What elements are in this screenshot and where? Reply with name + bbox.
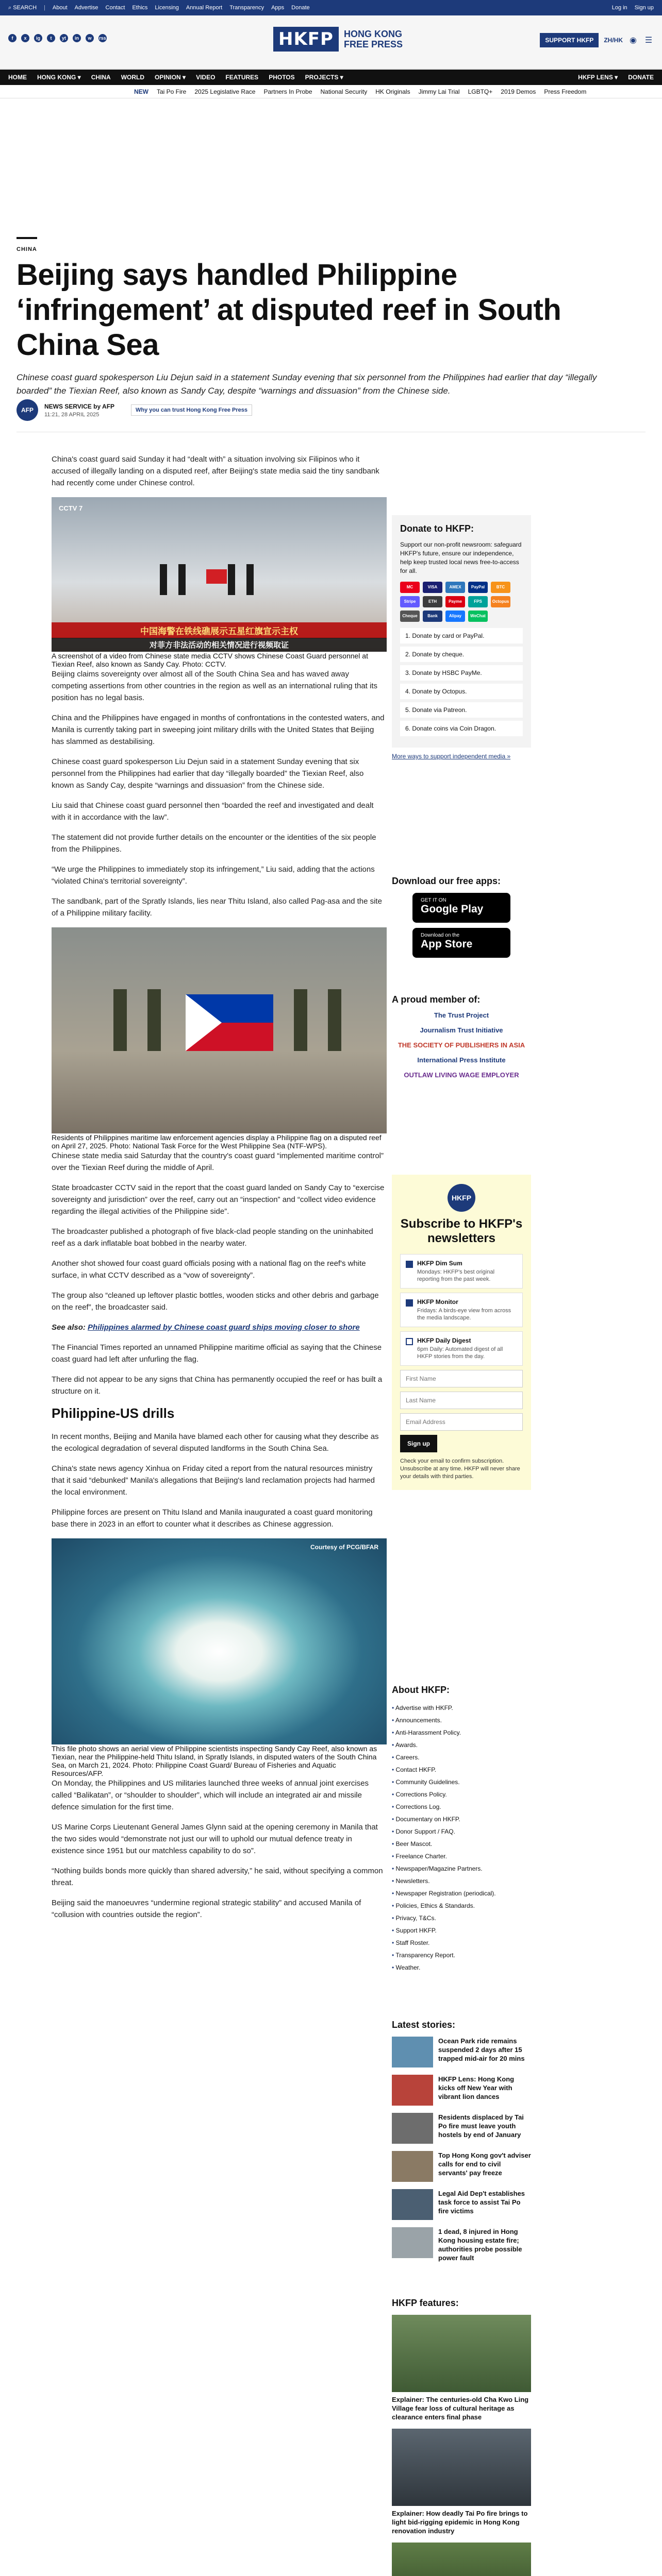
trending-item[interactable]: 2025 Legislative Race — [194, 88, 256, 95]
paragraph: “Nothing builds bonds more quickly than shared adversity,” he said, without specifying a common threat. — [52, 1867, 383, 1887]
article-title: Beijing says handled Philippine ‘infringement’ at disputed reef in South China Sea — [16, 258, 561, 362]
ipi-logo[interactable]: International Press Institute — [417, 1056, 506, 1064]
nav-video[interactable]: VIDEO — [196, 74, 216, 81]
jti-logo[interactable]: Journalism Trust Initiative — [420, 1026, 503, 1034]
donate-option[interactable]: 5. Donate via Patreon. — [400, 702, 523, 718]
figure-caption: This file photo shows an aerial view of Philippine scientists inspecting Sandy Cay Reef, also known as Tiexian, near the Philippine-held Thitu Island, in Spratly Islands, in disputed waters of the South China Sea, on March 21, 2024. Photo: Philippine Coast Guard/ Bureau of Fisheries and Aquatic Resources/AFP. — [52, 1744, 377, 1777]
trust-button[interactable]: Why you can trust Hong Kong Free Press — [131, 404, 252, 416]
story-title[interactable]: Top Hong Kong gov't adviser calls for end to civil servants' pay freeze — [438, 2151, 531, 2177]
store-name: App Store — [421, 938, 473, 950]
about-link[interactable]: • Beer Mascot. — [392, 1838, 531, 1850]
people-figures — [160, 564, 254, 595]
paragraph: The broadcaster published a photograph of five black-clad people standing on the uninhabited reef as a dark inflatable boat bobbed in the nearby water. — [52, 1227, 373, 1248]
about-link[interactable]: • Newspaper/Magazine Partners. — [392, 1862, 531, 1875]
story-title[interactable]: Residents displaced by Tai Po fire must leave youth hostels by end of January — [438, 2113, 524, 2139]
about-link[interactable]: • Contact HKFP. — [392, 1764, 531, 1776]
figure-aerial-sandy-cay[interactable] — [52, 1538, 387, 1744]
logo-name-line1: HONG KONG — [343, 29, 402, 39]
nav-features[interactable]: FEATURES — [225, 74, 259, 81]
signup-link[interactable]: Sign up — [634, 5, 654, 11]
paragraph: The Financial Times reported an unnamed Philippine maritime official as saying that the Chinese coast guard had left after unfurling the flag. — [52, 1343, 382, 1364]
nav-right — [578, 74, 654, 81]
about-link[interactable]: • Advertise with HKFP. — [392, 1702, 531, 1714]
about-link[interactable]: • Staff Roster. — [392, 1937, 531, 1949]
divider: | — [44, 5, 45, 11]
membership-widget — [392, 994, 531, 1079]
list-item[interactable] — [392, 2315, 531, 2421]
about-link[interactable]: • Privacy, T&Cs. — [392, 1912, 531, 1924]
search-link[interactable]: ⌕ SEARCH — [8, 4, 37, 11]
flag-triangle — [186, 994, 222, 1051]
paragraph: The group also “cleaned up leftover plastic bottles, wooden sticks and other debris and garbage on the reef”, the broadcaster said. — [52, 1291, 379, 1312]
about-link[interactable]: • Donor Support / FAQ. — [392, 1825, 531, 1838]
about-link[interactable]: • Transparency Report. — [392, 1949, 531, 1961]
more-ways-link[interactable]: More ways to support independent media » — [392, 753, 511, 760]
story-thumbnail — [392, 2037, 433, 2067]
see-also-label: See also: — [52, 1323, 86, 1332]
story-thumbnail — [392, 2075, 433, 2106]
payment-methods — [400, 582, 523, 622]
features-widget — [392, 2298, 531, 2576]
apps-widget — [392, 876, 531, 963]
people-figures — [113, 989, 161, 1051]
telegram-icon[interactable]: t — [47, 34, 55, 42]
x-icon[interactable]: x — [21, 34, 29, 42]
nav-china[interactable]: CHINA — [91, 74, 111, 81]
author-name[interactable]: NEWS SERVICE by AFP — [44, 402, 115, 410]
trending-item[interactable]: National Security — [320, 88, 368, 95]
topbar-link-donate[interactable]: Donate — [291, 5, 310, 11]
newsletter-option-text — [417, 1298, 517, 1321]
see-also-link[interactable]: Philippines alarmed by Chinese coast guard ships moving closer to shore — [88, 1323, 360, 1332]
nav-photos[interactable]: PHOTOS — [269, 74, 295, 81]
site-logo[interactable] — [273, 27, 403, 52]
octopus-icon: Octopus — [491, 596, 510, 607]
search-label: SEARCH — [13, 4, 37, 11]
caption-overlay: 对菲方非法活动的相关情况进行视频取证 — [52, 638, 387, 652]
alipay-icon: Alipay — [445, 611, 465, 622]
see-also — [52, 1321, 387, 1333]
member-logos — [392, 1011, 531, 1079]
paragraph: Chinese state media said Saturday that the country's coast guard “implemented maritime control” over the Tiexian Reef during the middle of April. — [52, 1151, 384, 1172]
google-play-button[interactable] — [412, 893, 510, 923]
logo-mark: HKFP — [273, 27, 339, 52]
store-name: Google Play — [421, 903, 484, 915]
email-field[interactable] — [400, 1413, 523, 1431]
cheque-icon: Cheque — [400, 611, 420, 622]
paragraph: The statement did not provide further details on the encounter or the identities of the six people from the Philippines. — [52, 833, 376, 854]
sidebar — [392, 515, 531, 760]
paragraph: Another shot showed four coast guard officials posing with a national flag on the reef's white surface, in what CCTV described as a “vow of sovereignty”. — [52, 1259, 366, 1280]
donate-option[interactable]: 6. Donate coins via Coin Dragon. — [400, 721, 523, 736]
newsletter-name: HKFP Dim Sum — [417, 1260, 462, 1267]
feature-title[interactable]: Explainer: How deadly Tai Po fire brings to light bid-rigging epidemic in Hong Kong renovation industry — [392, 2510, 528, 2535]
newsletter-desc: 6pm Daily: Automated digest of all HKFP stories from the day. — [417, 1346, 503, 1360]
avatar: AFP — [16, 399, 38, 421]
payme-icon: Payme — [445, 596, 465, 607]
features-title: HKFP features: — [392, 2298, 459, 2308]
paragraph: US Marine Corps Lieutenant General James Glynn said at the opening ceremony in Manila that the two sides would “demonstrate not just our will to uphold our mutual defence treaty in existence since 1951 but our matchless capability to do so”. — [52, 1823, 378, 1855]
feature-image — [392, 2429, 531, 2506]
logo-name — [344, 29, 403, 49]
mastercard-icon: MC — [400, 582, 420, 593]
facebook-icon[interactable]: f — [8, 34, 16, 42]
about-link[interactable]: • Documentary on HKFP. — [392, 1813, 531, 1825]
site-header — [0, 15, 662, 69]
newsletter-option-text — [417, 1260, 517, 1283]
living-wage-logo[interactable]: OUTLAW LIVING WAGE EMPLOYER — [404, 1071, 519, 1079]
trust-project-logo[interactable]: The Trust Project — [434, 1011, 489, 1019]
topbar-link-about[interactable]: About — [52, 5, 68, 11]
paragraph: China's coast guard said Sunday it had “dealt with” a situation involving six Filipinos who it accused of illegally landing on a disputed reef, after Beijing's state media said the tiny sandbank had recently come under Chinese control. — [52, 455, 379, 487]
topbar-link-licensing[interactable]: Licensing — [155, 5, 179, 11]
whatsapp-icon[interactable]: w — [86, 34, 94, 42]
about-link[interactable]: • Policies, Ethics & Standards. — [392, 1900, 531, 1912]
trending-item[interactable]: 2019 Demos — [501, 88, 536, 95]
about-link[interactable]: • Newspaper Registration (periodical). — [392, 1887, 531, 1900]
about-links — [392, 1702, 531, 1974]
kicker-rule — [16, 237, 37, 239]
topbar-link-ethics[interactable]: Ethics — [132, 5, 148, 11]
story-title[interactable]: Legal Aid Dep't establishes task force to assist Tai Po fire victims — [438, 2190, 525, 2215]
paragraph: State broadcaster CCTV said in the report that the coast guard landed on Sandy Cay to “exercise sovereignty and jurisdiction” over the reef, carry out an “inspection” and “collect video evidence regarding the illegal activities of the Philippine side”. — [52, 1183, 385, 1216]
donate-option[interactable]: 1. Donate by card or PayPal. — [400, 628, 523, 643]
topbar-link-contact[interactable]: Contact — [105, 5, 125, 11]
paragraph: On Monday, the Philippines and US militaries launched three weeks of annual joint exercises called “Balikatan”, or “shoulder to shoulder”, which will include an integrated air and missile defence simulation for the first time. — [52, 1779, 369, 1811]
paragraph: Philippine forces are present on Thitu Island and Manila inaugurated a coast guard monitoring base there in 2023 in an effort to counter what it describes as Chinese aggression. — [52, 1508, 373, 1529]
newsletter-note: Check your email to confirm subscription. Unsubscribe at any time. HKFP will never share your details with third parties. — [400, 1458, 520, 1480]
newsletter-option[interactable] — [400, 1293, 523, 1327]
about-link[interactable]: • Anti-Harassment Policy. — [392, 1726, 531, 1739]
about-link[interactable]: • Community Guidelines. — [392, 1776, 531, 1788]
amex-icon: AMEX — [445, 582, 465, 593]
paragraph: Chinese coast guard spokesperson Liu Dejun said in a statement Sunday evening that six personnel from the Philippines had earlier that day “illegally boarded” the Tiexian Reef, also known as Sandy Cay, despite “warnings and dissuasion” from the Chinese side. — [52, 757, 364, 790]
paragraph: In recent months, Beijing and Manila have blamed each other for causing what they describe as the ecological degradation of several disputed landforms in the South China Sea. — [52, 1432, 379, 1453]
newsletter-desc: Mondays: HKFP's best original reporting from the past week. — [417, 1269, 495, 1282]
trending-item[interactable]: HK Originals — [375, 88, 410, 95]
figure-cctv-video-still[interactable] — [52, 497, 387, 652]
paragraph: Liu said that Chinese coast guard personnel then “boarded the reef and investigated and dealt with it in accordance with the law”. — [52, 801, 374, 822]
story-thumbnail — [392, 2227, 433, 2258]
app-store-button[interactable] — [412, 928, 510, 958]
linkedin-icon[interactable]: in — [73, 34, 81, 42]
cctv-logo: CCTV 7 — [59, 504, 83, 512]
topbar-link-advertise[interactable]: Advertise — [74, 5, 98, 11]
section-heading: Philippine-US drills — [52, 1405, 175, 1421]
latest-title: Latest stories: — [392, 2020, 456, 2030]
wechat-icon: WeChat — [468, 611, 488, 622]
last-name-field[interactable] — [400, 1392, 523, 1409]
article-subhead: Chinese coast guard spokesperson Liu Dejun said in a statement Sunday evening that six personnel from the Philippines had earlier that day “illegally boarded” the Tiexian Reef, also known as Sandy Cay, despite “warnings and dissuasion” from the Chinese side. — [16, 372, 597, 396]
checkbox-checked[interactable] — [406, 1299, 413, 1307]
trending-bar — [0, 85, 662, 98]
main-navigation — [0, 70, 662, 85]
account-icon[interactable]: ◉ — [630, 36, 637, 45]
store-caption: Download on the — [421, 933, 460, 938]
fps-icon: FPS — [468, 596, 488, 607]
figure-caption: A screenshot of a video from Chinese state media CCTV shows Chinese Coast Guard personnel at Tiexian Reef, also known as Sandy Cay. Photo: CCTV. — [52, 652, 368, 668]
newsletter-name: HKFP Monitor — [417, 1298, 458, 1306]
signup-button[interactable]: Sign up — [400, 1435, 437, 1452]
donate-widget — [392, 515, 531, 748]
newsletter-widget — [392, 1175, 531, 1490]
paragraph: The sandbank, part of the Spratly Islands, lies near Thitu Island, also called Pag-asa and the site of a Philippine military facility. — [52, 897, 382, 918]
about-link[interactable]: • Announcements. — [392, 1714, 531, 1726]
newsletter-option[interactable] — [400, 1254, 523, 1289]
store-caption: GET IT ON — [421, 897, 446, 903]
instagram-icon[interactable]: ig — [34, 34, 42, 42]
byline-text — [44, 403, 114, 418]
topbar-link-transparency[interactable]: Transparency — [229, 5, 264, 11]
nav-opinion[interactable]: OPINION ▾ — [155, 74, 186, 81]
paragraph: Beijing claims sovereignty over almost all of the South China Sea and has waved away competing assertions from other countries in the region as well as an international ruling that its position has no legal basis. — [52, 670, 377, 702]
language-switch[interactable]: ZH/HK — [604, 37, 623, 44]
newsletter-name: HKFP Daily Digest — [417, 1337, 471, 1344]
donate-option[interactable]: 4. Donate by Octopus. — [400, 684, 523, 699]
paragraph: There did not appear to be any signs that China has permanently occupied the reef or has built a structure on it. — [52, 1375, 383, 1396]
about-widget — [392, 1685, 531, 1974]
article-body — [52, 453, 387, 1929]
nav-donate[interactable]: DONATE — [628, 74, 654, 81]
login-link[interactable]: Log in — [611, 5, 627, 11]
trending-item[interactable]: Press Freedom — [544, 88, 587, 95]
story-thumbnail — [392, 2189, 433, 2220]
list-item[interactable] — [392, 2227, 531, 2262]
checkbox[interactable] — [406, 1338, 413, 1345]
support-hkfp-button[interactable]: SUPPORT HKFP — [540, 33, 599, 47]
first-name-field[interactable] — [400, 1370, 523, 1387]
people-figures — [294, 989, 341, 1051]
newsletter-title: Subscribe to HKFP's newsletters — [400, 1217, 523, 1245]
paragraph: Beijing said the manoeuvres “undermine regional strategic stability” and accused Manila of “collusion with countries outside the region”. — [52, 1899, 361, 1919]
story-thumbnail — [392, 2151, 433, 2182]
about-link[interactable]: • Corrections Policy. — [392, 1788, 531, 1801]
trending-item[interactable]: Tai Po Fire — [157, 88, 187, 95]
byline — [16, 399, 252, 421]
rss-icon[interactable]: rss — [98, 34, 107, 42]
paragraph: China's state news agency Xinhua on Friday cited a report from the natural resources ministry that it said “debunked” Manila's allegations that Beijing's land reclamation projects had harmed the local environment. — [52, 1464, 375, 1497]
figure-philippine-flag-reef[interactable] — [52, 927, 387, 1133]
story-title[interactable]: 1 dead, 8 injured in Hong Kong housing estate fire; authorities probe possible power fault — [438, 2228, 522, 2262]
visa-icon: VISA — [423, 582, 442, 593]
photo-credit: Courtesy of PCG/BFAR — [310, 1544, 378, 1551]
list-item[interactable] — [392, 2075, 531, 2106]
feature-image — [392, 2543, 531, 2576]
nav-hkfp-lens[interactable]: HKFP LENS ▾ — [578, 74, 618, 81]
trending-item[interactable]: Partners In Probe — [263, 88, 312, 95]
newsletter-option-text — [417, 1337, 517, 1360]
bank-icon: Bank — [423, 611, 442, 622]
about-link[interactable]: • Freelance Charter. — [392, 1850, 531, 1862]
about-link[interactable]: • Corrections Log. — [392, 1801, 531, 1813]
top-utility-bar — [0, 0, 662, 15]
newsletter-option[interactable] — [400, 1331, 523, 1366]
figure-caption: Residents of Philippines maritime law enforcement agencies display a Philippine flag on a disputed reef on April 27, 2025. Photo: National Task Force for the West Philippine Sea (NTF-WPS). — [52, 1133, 382, 1150]
stripe-icon: Stripe — [400, 596, 420, 607]
about-link[interactable]: • Careers. — [392, 1751, 531, 1764]
topbar-link-apps[interactable]: Apps — [271, 5, 285, 11]
paragraph: China and the Philippines have engaged in months of confrontations in the contested waters, and Manila is currently taking part in sweeping joint military drills with the United States that Beijing has slammed as destabilising. — [52, 714, 385, 746]
menu-icon[interactable]: ☰ — [644, 36, 653, 45]
sopa-logo[interactable]: THE SOCIETY OF PUBLISHERS IN ASIA — [398, 1041, 525, 1049]
header-actions — [540, 33, 654, 47]
paragraph: “We urge the Philippines to immediately stop its infringement,” Liu said, adding that the actions “violated China's territorial sovereignty”. — [52, 865, 375, 886]
account-links — [612, 5, 654, 11]
donate-option[interactable]: 3. Donate by HSBC PayMe. — [400, 665, 523, 681]
nav-world[interactable]: WORLD — [121, 74, 145, 81]
story-thumbnail — [392, 2113, 433, 2144]
donate-option[interactable]: 2. Donate by cheque. — [400, 647, 523, 662]
story-title[interactable]: Ocean Park ride remains suspended 2 days after 15 trapped mid-air for 20 mins — [438, 2037, 525, 2062]
publish-date: 11:21, 28 APRIL 2025 — [44, 411, 100, 418]
trending-item[interactable]: Jimmy Lai Trial — [418, 88, 460, 95]
ethereum-icon: ETH — [423, 596, 442, 607]
nav-home[interactable]: HOME — [8, 74, 27, 81]
about-link[interactable]: • Awards. — [392, 1739, 531, 1751]
newsletter-desc: Fridays: A birds-eye view from across the media landscape. — [417, 1308, 511, 1321]
donate-text: Support our non-profit newsroom: safeguard HKFP's future, ensure our independence, help keep trusted local news free-to-access for all. — [400, 541, 522, 574]
topbar-link-annual-report[interactable]: Annual Report — [186, 5, 223, 11]
nav-hong-kong[interactable]: HONG KONG ▾ — [37, 74, 81, 81]
list-item[interactable] — [392, 2037, 531, 2067]
article-category[interactable]: CHINA — [16, 246, 37, 252]
list-item[interactable] — [392, 2113, 531, 2144]
list-item[interactable] — [392, 2543, 531, 2576]
youtube-icon[interactable]: yt — [60, 34, 68, 42]
feature-image — [392, 2315, 531, 2392]
caption-overlay: 中国海警在铁线礁展示五星红旗宣示主权 — [52, 622, 387, 638]
about-link[interactable]: • Support HKFP. — [392, 1924, 531, 1937]
donate-title: Donate to HKFP: — [400, 523, 474, 534]
bitcoin-icon: BTC — [491, 582, 510, 593]
about-link[interactable]: • Weather. — [392, 1961, 531, 1974]
trending-item[interactable]: LGBTQ+ — [468, 88, 493, 95]
member-title: A proud member of: — [392, 994, 481, 1005]
latest-stories-widget — [392, 2020, 531, 2269]
list-item[interactable] — [392, 2151, 531, 2182]
paypal-icon: PayPal — [468, 582, 488, 593]
feature-title[interactable]: Explainer: The centuries-old Cha Kwo Ling Village fear loss of cultural heritage as clearance enters final phase — [392, 2396, 529, 2421]
social-icons — [8, 34, 107, 42]
trending-label: NEW — [134, 88, 148, 95]
checkbox-checked[interactable] — [406, 1261, 413, 1268]
story-title[interactable]: HKFP Lens: Hong Kong kicks off New Year with vibrant lion dances — [438, 2075, 515, 2100]
list-item[interactable] — [392, 2429, 531, 2535]
logo-name-line2: FREE PRESS — [343, 39, 403, 49]
list-item[interactable] — [392, 2189, 531, 2220]
nav-projects[interactable]: PROJECTS ▾ — [305, 74, 343, 81]
about-link[interactable]: • Newsletters. — [392, 1875, 531, 1887]
about-title: About HKFP: — [392, 1685, 450, 1695]
newsletter-logo: HKFP — [448, 1184, 475, 1212]
apps-title: Download our free apps: — [392, 876, 501, 886]
